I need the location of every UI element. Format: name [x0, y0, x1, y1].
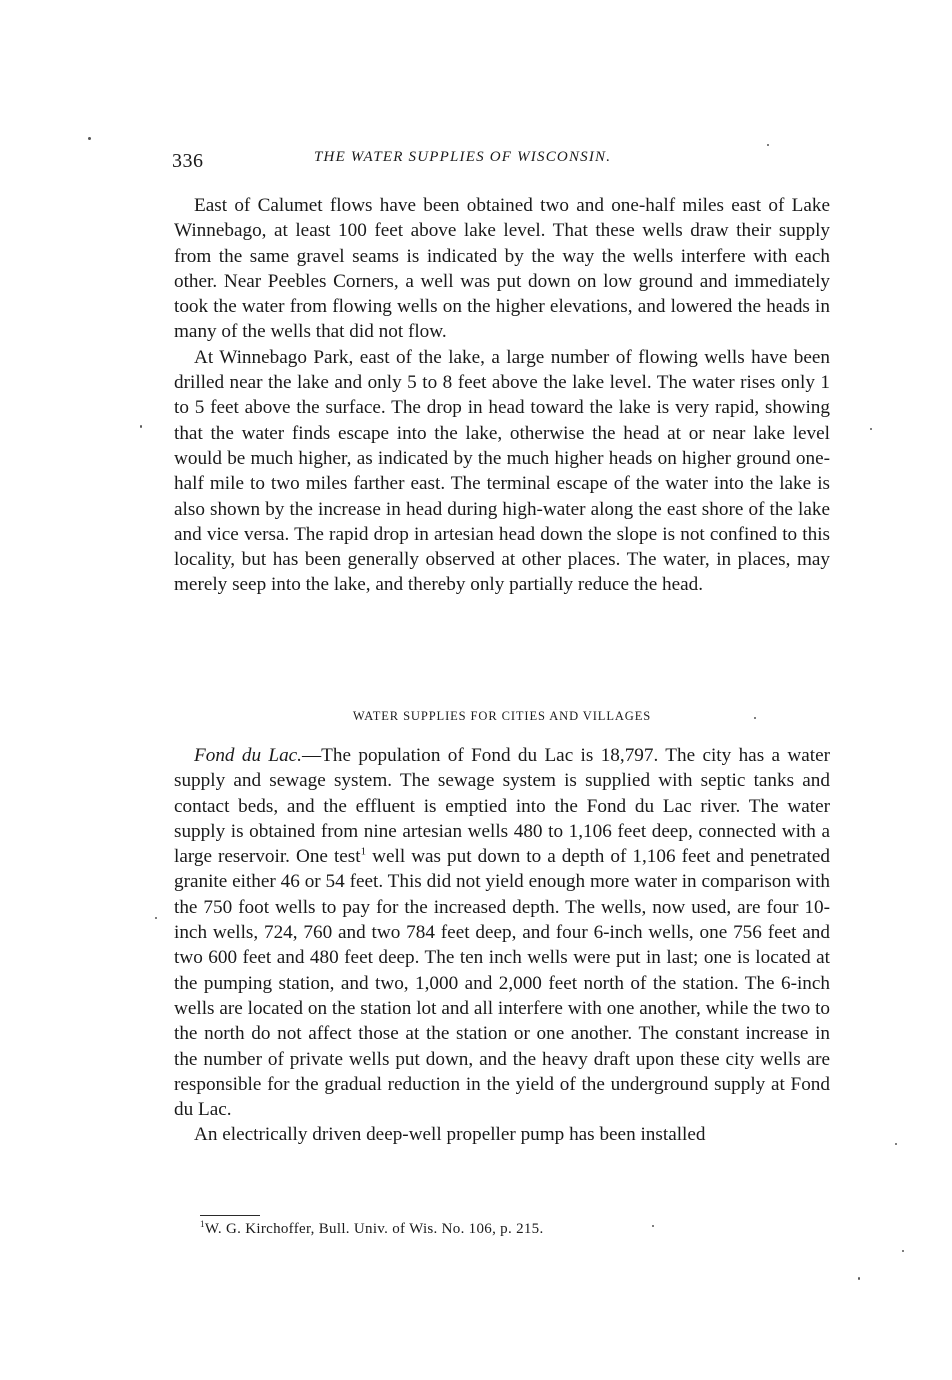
- scan-speck: [754, 717, 756, 719]
- footnote: [200, 1221, 544, 1238]
- section-heading: WATER SUPPLIES FOR CITIES AND VILLAGES: [352, 709, 652, 723]
- footnote-text: W. G. Kirchoffer, Bull. Univ. of Wis. No. 106, p. 215.: [204, 1221, 544, 1237]
- running-title: THE WATER SUPPLIES OF WISCONSIN.: [314, 149, 612, 165]
- body-paragraph: At Winnebago Park, east of the lake, a large number of flowing wells have been drilled near the lake and only 5 to 8 feet above the lake level. The water rises only 1 to 5 feet above the surface. The drop in head toward the lake is very rapid, showing that the water finds escape into the lake, otherwise the head at or near lake level would be much higher, as indicated by the much higher heads on higher ground one-half mile to two miles farther east. The terminal escape of the water into the lake is also shown by the increase in head during high-water along the east shore of the lake and vice versa. The rapid drop in artesian head down the slope is not confined to this locality, but has been generally observed at other places. The water, in places, may merely seep into the lake, and thereby only partially reduce the head.: [174, 346, 830, 596]
- place-name: Fond du Lac.: [194, 745, 302, 766]
- scan-speck: [902, 1250, 904, 1252]
- scan-speck: [140, 425, 142, 428]
- section-text-block: [174, 743, 830, 1148]
- scan-speck: [652, 1225, 654, 1227]
- footnote-divider: [200, 1215, 260, 1216]
- scan-speck: [870, 428, 872, 430]
- intro-text-block: [174, 193, 830, 598]
- footnote-reference: 1: [360, 845, 367, 858]
- paragraph-text: —The population of Fond du Lac is 18,797. The city has a water supply and sewage system. The sewage system is supplied with septic tanks and contact beds, and the effluent is emptied into the Fond du Lac river. The water supply is obtained from nine artesian wells 480 to 1,106 feet deep, connected with a large reservoir. One test: [174, 745, 830, 868]
- body-paragraph: East of Calumet flows have been obtained two and one-half miles east of Lake Winnebago, at least 100 feet above lake level. That these wells draw their supply from the same gravel seams is indicated by the way the wells interfere with each other. Near Peebles Corners, a well was put down on low ground and immediately took the water from flowing wells on the higher elevations, and lowered the heads in many of the wells that did not flow.: [174, 195, 830, 343]
- scan-speck: [858, 1277, 860, 1280]
- scan-speck: [88, 137, 91, 140]
- scan-speck: [895, 1143, 897, 1145]
- page-number: 336: [172, 150, 204, 172]
- scan-speck: [767, 144, 769, 146]
- fond-du-lac-paragraph: [174, 743, 830, 1122]
- footnote-mark: 1: [200, 1219, 205, 1229]
- body-paragraph: An electrically driven deep-well propeller pump has been installed: [194, 1124, 706, 1146]
- scan-speck: [155, 917, 157, 919]
- paragraph-text: well was put down to a depth of 1,106 feet and penetrated granite either 46 or 54 feet. This did not yield enough more water in comparison with the 750 foot wells to pay for the increased depth. The wells, now used, are four 10-inch wells, 724, 760 and two 784 feet deep, and four 6-inch wells, one 756 feet and two 600 feet and 480 feet deep. The ten inch wells were put in last; one is located at the pumping station, and two, 1,000 and 2,000 feet north of the station. The 6-inch wells are located on the station lot and all interfere with one another, while the two to the north do not affect those at the station or one another. The constant increase in the number of private wells put down, and the heavy draft upon these city wells are responsible for the gradual reduction in the yield of the underground supply at Fond du Lac.: [174, 846, 830, 1121]
